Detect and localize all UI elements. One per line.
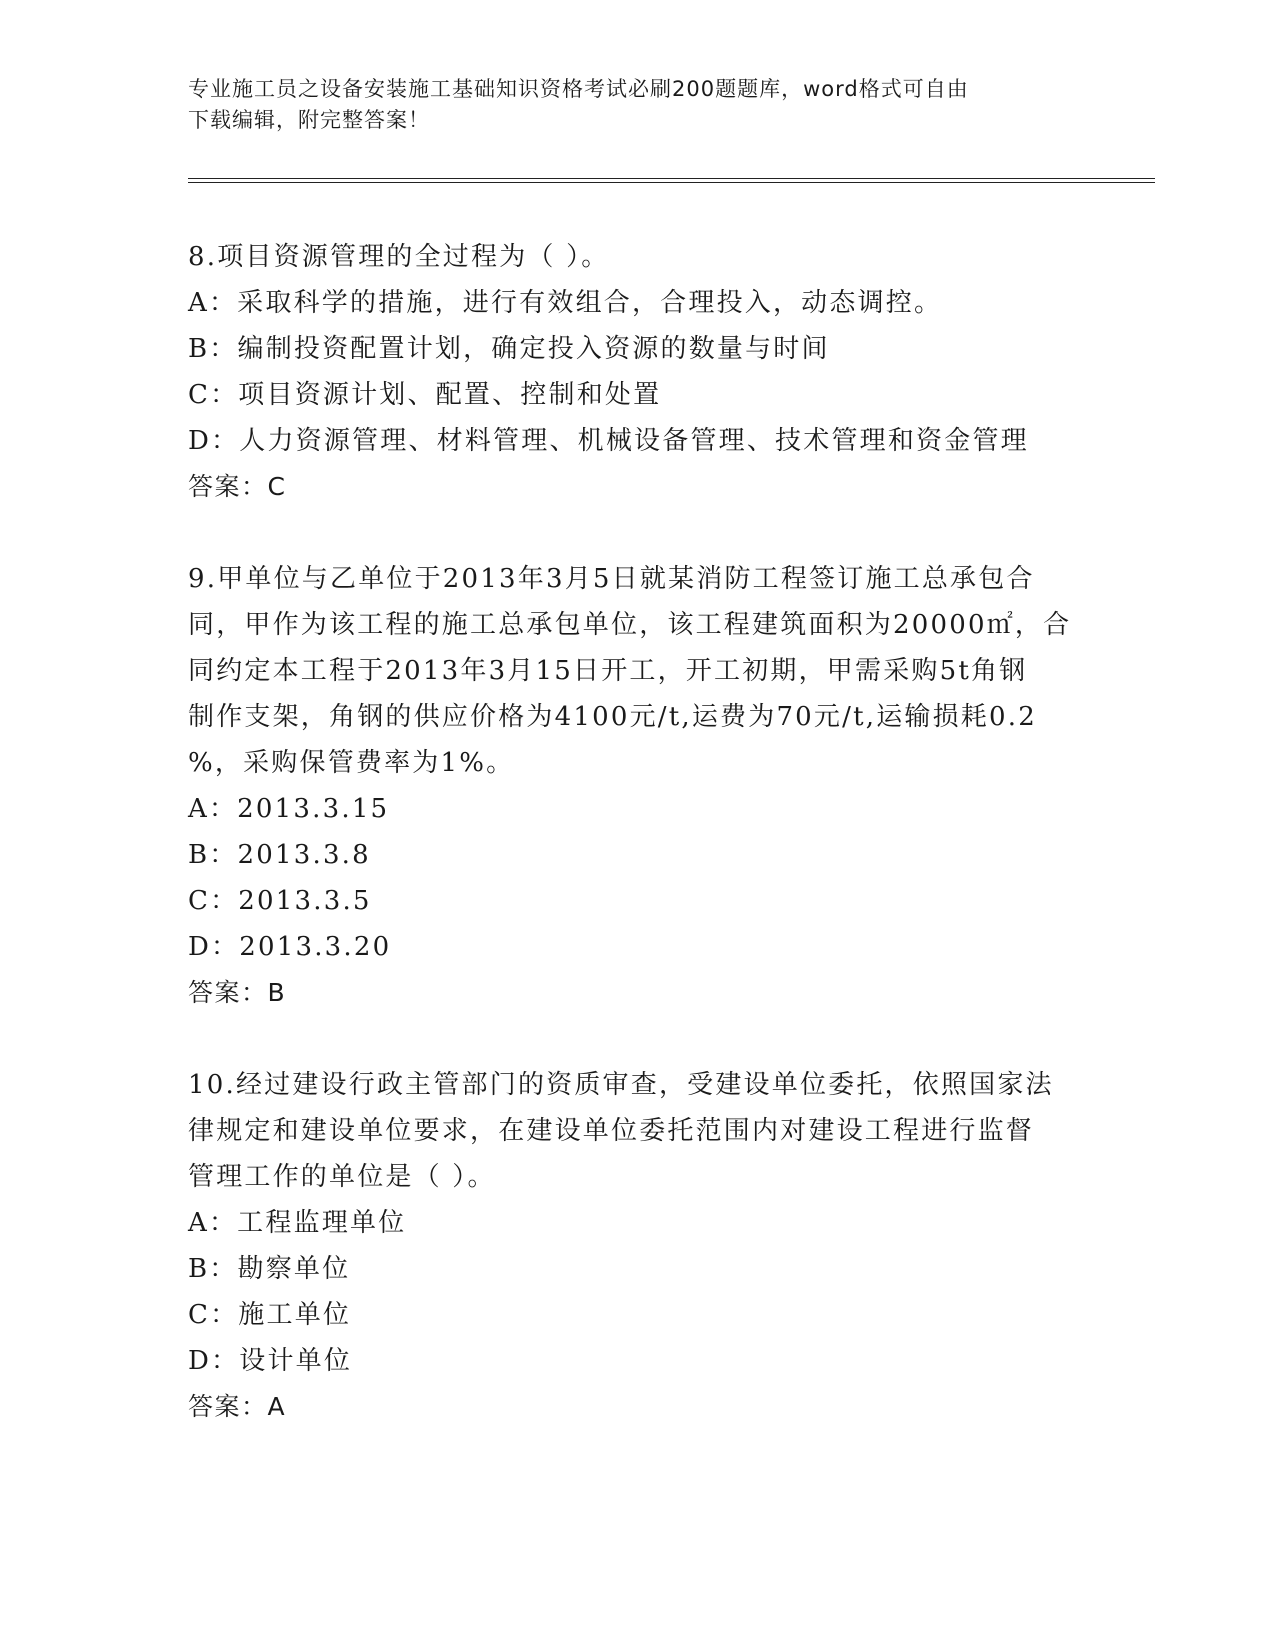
option-a: A：采取科学的措施，进行有效组合，合理投入，动态调控。: [188, 288, 943, 318]
header-rule-top: [188, 178, 1155, 179]
question-stem-line: 10.经过建设行政主管部门的资质审查，受建设单位委托，依照国家法: [188, 1070, 1054, 1100]
option-c: C：施工单位: [188, 1300, 352, 1330]
question-8: [188, 234, 1088, 510]
answer-line: 答案：A: [188, 1392, 287, 1421]
option-d: D：2013.3.20: [188, 932, 392, 962]
question-stem-line: 律规定和建设单位要求，在建设单位委托范围内对建设工程进行监督: [188, 1116, 1035, 1146]
answer-line: 答案：C: [188, 472, 287, 501]
option-d: D：设计单位: [188, 1346, 353, 1376]
option-d: D：人力资源管理、材料管理、机械设备管理、技术管理和资金管理: [188, 426, 1029, 456]
question-stem-line: %，采购保管费率为1%。: [188, 748, 515, 778]
option-a: A：工程监理单位: [188, 1208, 407, 1238]
header-line-1: 专业施工员之设备安装施工基础知识资格考试必刷200题题库，word格式可自由: [188, 77, 969, 101]
question-9: [188, 556, 1088, 1016]
header-line-2: 下载编辑，附完整答案！: [188, 108, 430, 132]
option-b: B：勘察单位: [188, 1254, 351, 1284]
option-b: B：编制投资配置计划，确定投入资源的数量与时间: [188, 334, 830, 364]
option-c: C：项目资源计划、配置、控制和处置: [188, 380, 662, 410]
option-a: A：2013.3.15: [188, 794, 390, 824]
document-header: [188, 74, 1088, 136]
question-stem-line: 9.甲单位与乙单位于2013年3月5日就某消防工程签订施工总承包合: [188, 564, 1035, 594]
question-stem-line: 同约定本工程于2013年3月15日开工，开工初期，甲需采购5t角钢: [188, 656, 1028, 686]
question-stem-line: 同，甲作为该工程的施工总承包单位，该工程建筑面积为20000㎡，合: [188, 610, 1072, 640]
question-list: [188, 234, 1088, 1476]
option-b: B：2013.3.8: [188, 840, 371, 870]
question-stem-line: 8.项目资源管理的全过程为（ ）。: [188, 242, 610, 272]
header-rule-bottom: [188, 182, 1155, 183]
question-stem-line: 管理工作的单位是（ ）。: [188, 1162, 496, 1192]
question-stem-line: 制作支架，角钢的供应价格为4100元/t,运费为70元/t,运输损耗0.2: [188, 702, 1037, 732]
question-10: [188, 1062, 1088, 1430]
answer-line: 答案：B: [188, 978, 287, 1007]
option-c: C：2013.3.5: [188, 886, 372, 916]
